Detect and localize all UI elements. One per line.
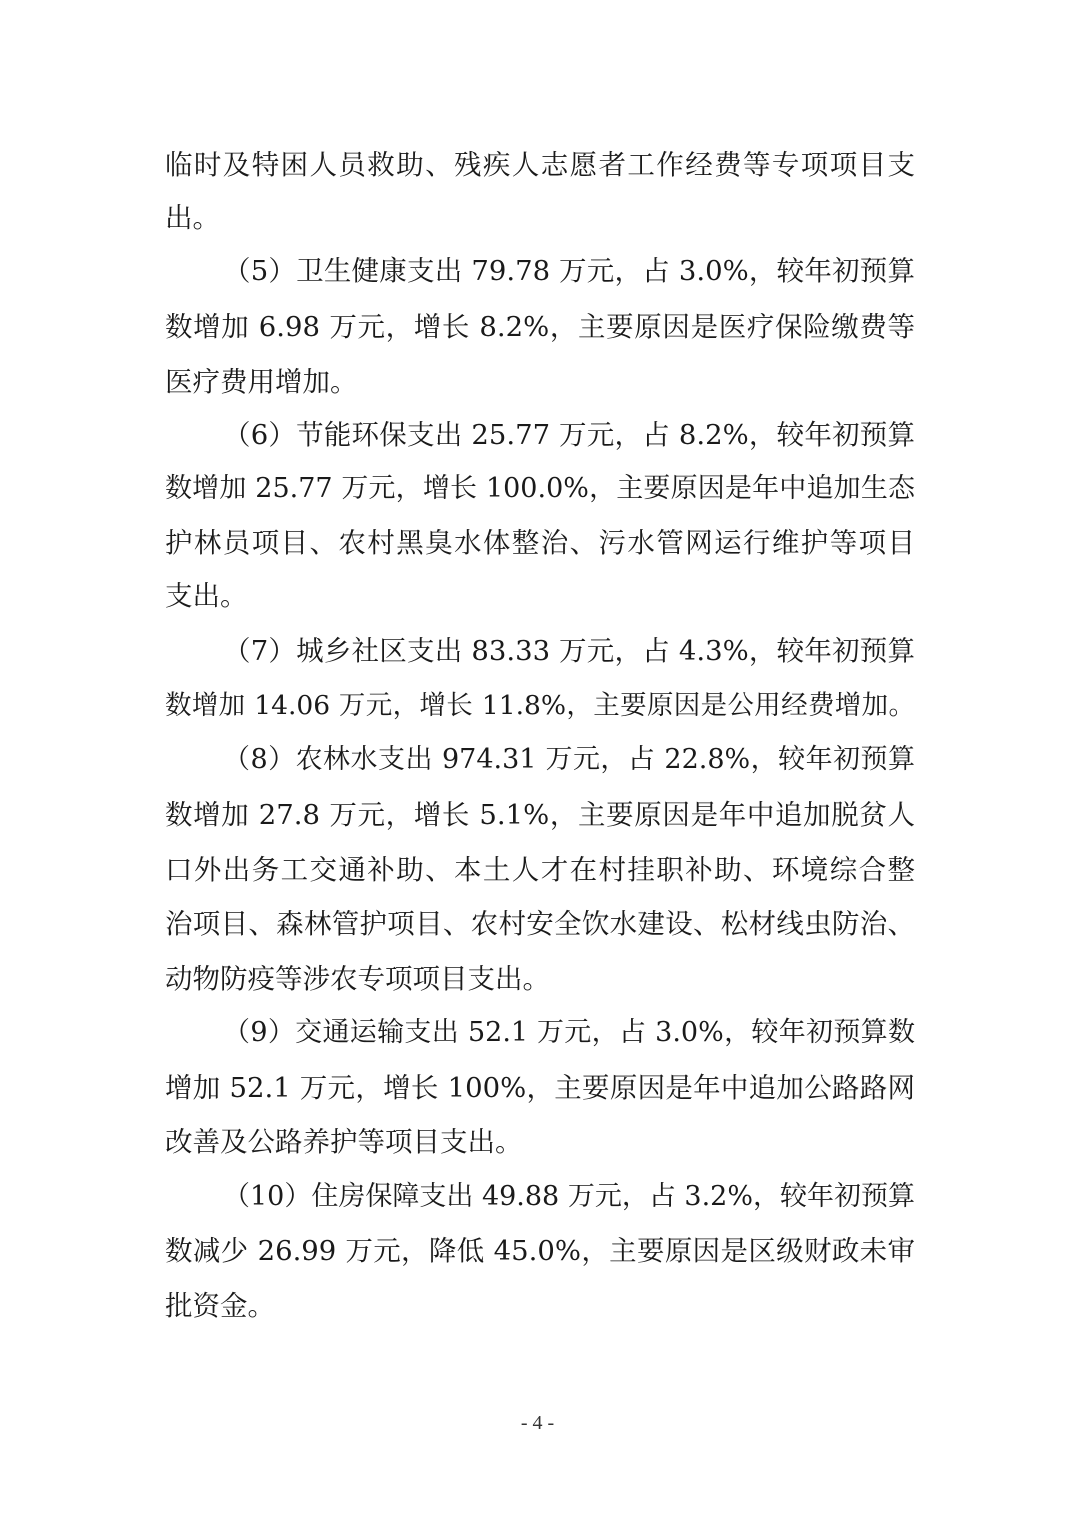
paragraph-line: 医疗费用增加。 [165,366,358,398]
paragraph-line: （5）卫生健康支出 79.78 万元，占 3.0%，较年初预算 [223,255,915,287]
paragraph-line: 批资金。 [165,1290,275,1322]
paragraph-line: 增加 52.1 万元，增长 100%，主要原因是年中追加公路路网 [165,1072,915,1104]
paragraph-line: 数增加 14.06 万元，增长 11.8%，主要原因是公用经费增加。 [165,690,915,721]
paragraph-line: 护林员项目、农村黑臭水体整治、污水管网运行维护等项目 [165,527,915,559]
paragraph-line: （10）住房保障支出 49.88 万元，占 3.2%，较年初预算 [223,1181,915,1212]
paragraph-line: （9）交通运输支出 52.1 万元，占 3.0%，较年初预算数 [223,1017,915,1048]
paragraph-line: 支出。 [165,580,248,612]
paragraph-line: 改善及公路养护等项目支出。 [165,1126,523,1158]
paragraph-line: （7）城乡社区支出 83.33 万元，占 4.3%，较年初预算 [223,635,915,667]
paragraph-line: 口外出务工交通补助、本土人才在村挂职补助、环境综合整 [165,854,915,886]
paragraph-line: 临时及特困人员救助、残疾人志愿者工作经费等专项项目支 [165,149,915,181]
paragraph-line: 动物防疫等涉农专项项目支出。 [165,963,550,995]
paragraph-line: 数减少 26.99 万元，降低 45.0%，主要原因是区级财政未审 [165,1235,915,1267]
paragraph-line: 数增加 25.77 万元，增长 100.0%，主要原因是年中追加生态 [165,473,915,504]
paragraph-line: （8）农林水支出 974.31 万元，占 22.8%，较年初预算 [223,744,915,775]
paragraph-line: 数增加 6.98 万元，增长 8.2%，主要原因是医疗保险缴费等 [165,311,915,343]
paragraph-line: 数增加 27.8 万元，增长 5.1%，主要原因是年中追加脱贫人 [165,799,915,831]
paragraph-line: 出。 [165,202,220,234]
paragraph-line: （6）节能环保支出 25.77 万元，占 8.2%，较年初预算 [223,419,915,451]
page-number: - 4 - [520,1412,555,1434]
paragraph-line: 治项目、森林管护项目、农村安全饮水建设、松材线虫防治、 [165,908,915,940]
